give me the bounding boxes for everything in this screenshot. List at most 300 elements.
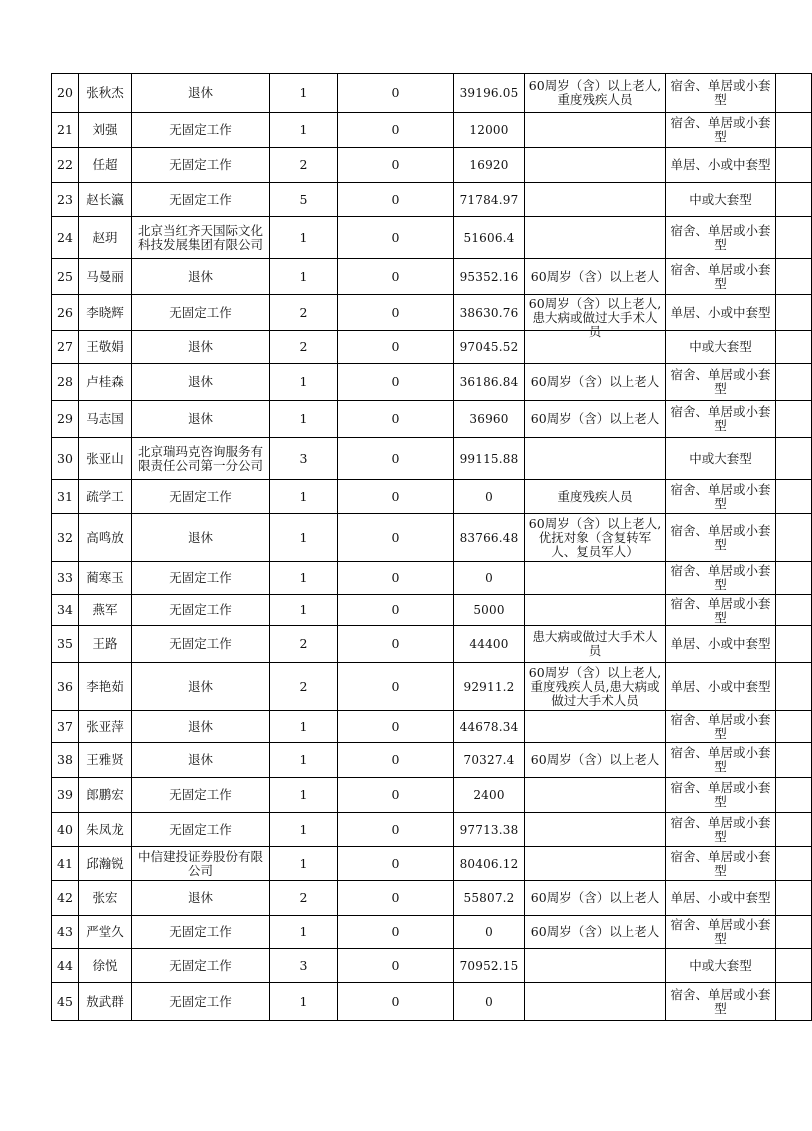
housing-type bbox=[666, 480, 776, 514]
note-cell bbox=[776, 295, 812, 331]
work-unit bbox=[132, 711, 270, 743]
household-size: 1 bbox=[270, 113, 338, 148]
note-cell bbox=[776, 663, 812, 711]
zero-value: 0 bbox=[338, 663, 454, 711]
work-unit-text: 北京当红齐天国际文化科技发展集团有限公司 bbox=[137, 222, 263, 252]
housing-type bbox=[666, 743, 776, 778]
priority-category bbox=[525, 562, 666, 595]
household-income: 36960 bbox=[454, 401, 525, 438]
work-unit-text: 退休 bbox=[187, 85, 213, 100]
note-cell bbox=[776, 626, 812, 663]
priority-category bbox=[525, 401, 666, 438]
household-size: 2 bbox=[270, 331, 338, 364]
priority-category-text: 60周岁（含）以上老人 bbox=[530, 268, 660, 284]
zero-value: 0 bbox=[338, 331, 454, 364]
household-size: 2 bbox=[270, 295, 338, 331]
note-cell bbox=[776, 916, 812, 949]
row-number: 39 bbox=[52, 778, 79, 813]
household-income: 38630.76 bbox=[454, 295, 525, 331]
household-size: 1 bbox=[270, 743, 338, 778]
household-size: 3 bbox=[270, 438, 338, 480]
row-number: 30 bbox=[52, 438, 79, 480]
table-row bbox=[52, 711, 812, 743]
housing-type bbox=[666, 626, 776, 663]
zero-value: 0 bbox=[338, 148, 454, 183]
household-size: 3 bbox=[270, 949, 338, 983]
row-number: 35 bbox=[52, 626, 79, 663]
applicant-name: 张宏 bbox=[79, 881, 132, 916]
household-income: 95352.16 bbox=[454, 259, 525, 295]
table-row bbox=[52, 595, 812, 626]
table-row bbox=[52, 183, 812, 217]
row-number: 42 bbox=[52, 881, 79, 916]
row-number: 24 bbox=[52, 217, 79, 259]
table-row bbox=[52, 514, 812, 562]
work-unit-text: 无固定工作 bbox=[169, 821, 232, 837]
note-cell bbox=[776, 847, 812, 881]
applicant-name: 马志国 bbox=[79, 401, 132, 438]
zero-value: 0 bbox=[338, 949, 454, 983]
priority-category-text: 60周岁（含）以上老人 bbox=[530, 890, 660, 905]
work-unit bbox=[132, 562, 270, 595]
housing-type bbox=[666, 916, 776, 949]
household-income: 83766.48 bbox=[454, 514, 525, 562]
household-size: 1 bbox=[270, 595, 338, 626]
work-unit bbox=[132, 217, 270, 259]
table-row bbox=[52, 259, 812, 295]
work-unit-text: 无固定工作 bbox=[169, 993, 232, 1009]
table-row bbox=[52, 331, 812, 364]
row-number: 20 bbox=[52, 74, 79, 113]
household-income: 80406.12 bbox=[454, 847, 525, 881]
household-income: 0 bbox=[454, 916, 525, 949]
housing-type-text: 单居、小或中套型 bbox=[670, 678, 771, 694]
housing-type-text: 单居、小或中套型 bbox=[670, 157, 771, 172]
row-number: 40 bbox=[52, 813, 79, 847]
household-size: 1 bbox=[270, 74, 338, 113]
housing-type-text: 宿舍、单居或小套型 bbox=[670, 563, 771, 592]
housing-type-text: 宿舍、单居或小套型 bbox=[670, 481, 771, 511]
priority-category bbox=[525, 148, 666, 183]
work-unit-text: 北京瑞玛克咨询服务有限责任公司第一分公司 bbox=[137, 443, 263, 473]
priority-category bbox=[525, 847, 666, 881]
applicant-name: 敖武群 bbox=[79, 983, 132, 1021]
household-size: 1 bbox=[270, 983, 338, 1021]
work-unit bbox=[132, 949, 270, 983]
applicant-name: 郎鹏宏 bbox=[79, 778, 132, 813]
household-income: 12000 bbox=[454, 113, 525, 148]
zero-value: 0 bbox=[338, 113, 454, 148]
table-body bbox=[52, 74, 812, 1021]
housing-type-text: 宿舍、单居或小套型 bbox=[670, 78, 771, 107]
zero-value: 0 bbox=[338, 480, 454, 514]
note-cell bbox=[776, 711, 812, 743]
table-row bbox=[52, 480, 812, 514]
priority-category bbox=[525, 514, 666, 562]
household-size: 1 bbox=[270, 514, 338, 562]
row-number: 45 bbox=[52, 983, 79, 1021]
housing-type-text: 宿舍、单居或小套型 bbox=[670, 745, 771, 774]
work-unit-text: 无固定工作 bbox=[169, 570, 232, 585]
applicant-name: 王敬娟 bbox=[79, 331, 132, 364]
priority-category-text: 60周岁（含）以上老人,优抚对象（含复转军人、复员军人） bbox=[528, 515, 662, 559]
applicant-name: 卢桂森 bbox=[79, 364, 132, 401]
work-unit-text: 无固定工作 bbox=[169, 488, 232, 504]
housing-type bbox=[666, 183, 776, 217]
priority-category-text: 60周岁（含）以上老人,患大病或做过大手术人员 bbox=[528, 295, 662, 339]
housing-type bbox=[666, 113, 776, 148]
row-number: 28 bbox=[52, 364, 79, 401]
household-income: 0 bbox=[454, 983, 525, 1021]
work-unit bbox=[132, 595, 270, 626]
note-cell bbox=[776, 949, 812, 983]
applicant-name: 赵玥 bbox=[79, 217, 132, 259]
table-row bbox=[52, 778, 812, 813]
household-size: 1 bbox=[270, 778, 338, 813]
household-income: 36186.84 bbox=[454, 364, 525, 401]
row-number: 23 bbox=[52, 183, 79, 217]
priority-category-text: 重度残疾人员 bbox=[557, 488, 633, 504]
housing-type bbox=[666, 74, 776, 113]
household-income: 39196.05 bbox=[454, 74, 525, 113]
work-unit-text: 退休 bbox=[187, 374, 213, 389]
priority-category-text: 患大病或做过大手术人员 bbox=[532, 629, 658, 658]
housing-type-text: 中或大套型 bbox=[689, 957, 752, 973]
applicant-name: 张亚萍 bbox=[79, 711, 132, 743]
table-row bbox=[52, 401, 812, 438]
zero-value: 0 bbox=[338, 711, 454, 743]
table-row bbox=[52, 983, 812, 1021]
work-unit bbox=[132, 74, 270, 113]
work-unit bbox=[132, 778, 270, 813]
row-number: 36 bbox=[52, 663, 79, 711]
work-unit bbox=[132, 148, 270, 183]
housing-type-text: 宿舍、单居或小套型 bbox=[670, 115, 771, 144]
zero-value: 0 bbox=[338, 881, 454, 916]
row-number: 29 bbox=[52, 401, 79, 438]
priority-category bbox=[525, 813, 666, 847]
priority-category bbox=[525, 983, 666, 1021]
note-cell bbox=[776, 514, 812, 562]
household-income: 44400 bbox=[454, 626, 525, 663]
note-cell bbox=[776, 983, 812, 1021]
housing-type bbox=[666, 949, 776, 983]
zero-value: 0 bbox=[338, 743, 454, 778]
work-unit bbox=[132, 983, 270, 1021]
housing-type-text: 中或大套型 bbox=[689, 450, 752, 466]
zero-value: 0 bbox=[338, 916, 454, 949]
work-unit-text: 退休 bbox=[187, 268, 213, 284]
zero-value: 0 bbox=[338, 847, 454, 881]
housing-type-text: 宿舍、单居或小套型 bbox=[670, 986, 771, 1016]
housing-type-text: 宿舍、单居或小套型 bbox=[670, 261, 771, 291]
work-unit bbox=[132, 626, 270, 663]
housing-type bbox=[666, 711, 776, 743]
table-row bbox=[52, 743, 812, 778]
work-unit-text: 无固定工作 bbox=[169, 157, 232, 172]
note-cell bbox=[776, 595, 812, 626]
work-unit bbox=[132, 295, 270, 331]
priority-category bbox=[525, 217, 666, 259]
priority-category-text: 60周岁（含）以上老人 bbox=[530, 924, 660, 939]
priority-category-text: 60周岁（含）以上老人 bbox=[530, 411, 660, 426]
household-income: 51606.4 bbox=[454, 217, 525, 259]
work-unit bbox=[132, 743, 270, 778]
household-size: 1 bbox=[270, 813, 338, 847]
row-number: 32 bbox=[52, 514, 79, 562]
applicant-name: 张秋杰 bbox=[79, 74, 132, 113]
work-unit-text: 退休 bbox=[187, 529, 213, 545]
row-number: 34 bbox=[52, 595, 79, 626]
applicant-name: 张亚山 bbox=[79, 438, 132, 480]
applicant-name: 疏学工 bbox=[79, 480, 132, 514]
priority-category bbox=[525, 364, 666, 401]
note-cell bbox=[776, 743, 812, 778]
housing-type-text: 单居、小或中套型 bbox=[670, 890, 771, 905]
work-unit-text: 退休 bbox=[187, 339, 213, 354]
note-cell bbox=[776, 813, 812, 847]
table-row bbox=[52, 663, 812, 711]
note-cell bbox=[776, 217, 812, 259]
housing-type-text: 单居、小或中套型 bbox=[670, 636, 771, 651]
household-size: 1 bbox=[270, 711, 338, 743]
household-size: 1 bbox=[270, 217, 338, 259]
household-income: 99115.88 bbox=[454, 438, 525, 480]
work-unit-text: 无固定工作 bbox=[169, 787, 232, 802]
household-income: 97045.52 bbox=[454, 331, 525, 364]
household-income: 55807.2 bbox=[454, 881, 525, 916]
work-unit bbox=[132, 663, 270, 711]
housing-type-text: 宿舍、单居或小套型 bbox=[670, 848, 771, 878]
household-income: 0 bbox=[454, 562, 525, 595]
table-row bbox=[52, 949, 812, 983]
zero-value: 0 bbox=[338, 595, 454, 626]
work-unit-text: 无固定工作 bbox=[169, 191, 232, 207]
zero-value: 0 bbox=[338, 183, 454, 217]
housing-type-text: 宿舍、单居或小套型 bbox=[670, 222, 771, 252]
zero-value: 0 bbox=[338, 295, 454, 331]
table-row bbox=[52, 881, 812, 916]
note-cell bbox=[776, 401, 812, 438]
zero-value: 0 bbox=[338, 562, 454, 595]
row-number: 43 bbox=[52, 916, 79, 949]
priority-category-text: 60周岁（含）以上老人 bbox=[530, 374, 660, 389]
household-income: 16920 bbox=[454, 148, 525, 183]
applicant-name: 邱瀚锐 bbox=[79, 847, 132, 881]
priority-category bbox=[525, 778, 666, 813]
household-size: 1 bbox=[270, 916, 338, 949]
zero-value: 0 bbox=[338, 983, 454, 1021]
household-size: 1 bbox=[270, 562, 338, 595]
priority-category bbox=[525, 74, 666, 113]
household-size: 5 bbox=[270, 183, 338, 217]
priority-category bbox=[525, 743, 666, 778]
work-unit-text: 无固定工作 bbox=[169, 924, 232, 939]
zero-value: 0 bbox=[338, 259, 454, 295]
housing-type bbox=[666, 881, 776, 916]
household-income: 2400 bbox=[454, 778, 525, 813]
work-unit-text: 退休 bbox=[187, 752, 213, 767]
applicant-name: 马曼丽 bbox=[79, 259, 132, 295]
table-row bbox=[52, 113, 812, 148]
priority-category bbox=[525, 480, 666, 514]
household-size: 1 bbox=[270, 847, 338, 881]
row-number: 41 bbox=[52, 847, 79, 881]
table-row bbox=[52, 916, 812, 949]
zero-value: 0 bbox=[338, 74, 454, 113]
applicant-name: 蔺寒玉 bbox=[79, 562, 132, 595]
household-income: 97713.38 bbox=[454, 813, 525, 847]
work-unit bbox=[132, 183, 270, 217]
row-number: 31 bbox=[52, 480, 79, 514]
applicant-name: 任超 bbox=[79, 148, 132, 183]
applicant-name: 赵长瀛 bbox=[79, 183, 132, 217]
work-unit-text: 无固定工作 bbox=[169, 957, 232, 973]
housing-type-text: 宿舍、单居或小套型 bbox=[670, 814, 771, 844]
note-cell bbox=[776, 778, 812, 813]
priority-category bbox=[525, 881, 666, 916]
work-unit bbox=[132, 480, 270, 514]
applicant-name: 徐悦 bbox=[79, 949, 132, 983]
note-cell bbox=[776, 881, 812, 916]
row-number: 38 bbox=[52, 743, 79, 778]
zero-value: 0 bbox=[338, 514, 454, 562]
work-unit-text: 无固定工作 bbox=[169, 304, 232, 320]
row-number: 21 bbox=[52, 113, 79, 148]
priority-category bbox=[525, 949, 666, 983]
note-cell bbox=[776, 480, 812, 514]
housing-type bbox=[666, 331, 776, 364]
applicant-name: 严堂久 bbox=[79, 916, 132, 949]
table-row bbox=[52, 364, 812, 401]
zero-value: 0 bbox=[338, 217, 454, 259]
work-unit-text: 无固定工作 bbox=[169, 636, 232, 651]
work-unit-text: 退休 bbox=[187, 890, 213, 905]
table-row bbox=[52, 74, 812, 113]
housing-type bbox=[666, 778, 776, 813]
work-unit bbox=[132, 514, 270, 562]
note-cell bbox=[776, 183, 812, 217]
priority-category bbox=[525, 113, 666, 148]
household-size: 1 bbox=[270, 364, 338, 401]
table-row bbox=[52, 438, 812, 480]
housing-type-text: 宿舍、单居或小套型 bbox=[670, 595, 771, 625]
row-number: 37 bbox=[52, 711, 79, 743]
work-unit bbox=[132, 401, 270, 438]
housing-type-text: 中或大套型 bbox=[689, 339, 752, 354]
work-unit bbox=[132, 813, 270, 847]
housing-type bbox=[666, 259, 776, 295]
row-number: 22 bbox=[52, 148, 79, 183]
work-unit-text: 退休 bbox=[187, 411, 213, 426]
priority-category bbox=[525, 916, 666, 949]
housing-type bbox=[666, 562, 776, 595]
note-cell bbox=[776, 562, 812, 595]
priority-category bbox=[525, 438, 666, 480]
table-row bbox=[52, 148, 812, 183]
household-income: 71784.97 bbox=[454, 183, 525, 217]
housing-type-text: 宿舍、单居或小套型 bbox=[670, 367, 771, 396]
table-row bbox=[52, 217, 812, 259]
priority-category-text: 60周岁（含）以上老人 bbox=[530, 752, 660, 767]
work-unit bbox=[132, 881, 270, 916]
note-cell bbox=[776, 259, 812, 295]
household-size: 2 bbox=[270, 148, 338, 183]
table-row bbox=[52, 847, 812, 881]
zero-value: 0 bbox=[338, 438, 454, 480]
housing-type bbox=[666, 983, 776, 1021]
household-income: 44678.34 bbox=[454, 711, 525, 743]
housing-type bbox=[666, 401, 776, 438]
row-number: 25 bbox=[52, 259, 79, 295]
applicant-name: 刘强 bbox=[79, 113, 132, 148]
row-number: 33 bbox=[52, 562, 79, 595]
applicant-name: 王路 bbox=[79, 626, 132, 663]
housing-type bbox=[666, 148, 776, 183]
table-row bbox=[52, 626, 812, 663]
work-unit bbox=[132, 259, 270, 295]
housing-type bbox=[666, 813, 776, 847]
work-unit bbox=[132, 113, 270, 148]
applicant-name: 燕军 bbox=[79, 595, 132, 626]
household-income: 70327.4 bbox=[454, 743, 525, 778]
housing-type-text: 宿舍、单居或小套型 bbox=[670, 711, 771, 741]
work-unit-text: 退休 bbox=[187, 678, 213, 694]
applicant-name: 朱凤龙 bbox=[79, 813, 132, 847]
work-unit bbox=[132, 364, 270, 401]
household-size: 1 bbox=[270, 259, 338, 295]
work-unit-text: 退休 bbox=[187, 718, 213, 734]
household-size: 1 bbox=[270, 401, 338, 438]
zero-value: 0 bbox=[338, 401, 454, 438]
housing-type bbox=[666, 663, 776, 711]
household-income: 92911.2 bbox=[454, 663, 525, 711]
applicant-name: 高鸣放 bbox=[79, 514, 132, 562]
household-size: 2 bbox=[270, 881, 338, 916]
housing-type-text: 宿舍、单居或小套型 bbox=[670, 917, 771, 946]
household-size: 2 bbox=[270, 663, 338, 711]
note-cell bbox=[776, 74, 812, 113]
housing-type-text: 宿舍、单居或小套型 bbox=[670, 522, 771, 552]
zero-value: 0 bbox=[338, 813, 454, 847]
row-number: 26 bbox=[52, 295, 79, 331]
table-row bbox=[52, 813, 812, 847]
priority-category bbox=[525, 295, 666, 339]
work-unit bbox=[132, 916, 270, 949]
zero-value: 0 bbox=[338, 778, 454, 813]
note-cell bbox=[776, 364, 812, 401]
work-unit-text: 中信建投证券股份有限公司 bbox=[137, 848, 263, 878]
housing-type-text: 中或大套型 bbox=[689, 191, 752, 207]
note-cell bbox=[776, 331, 812, 364]
priority-category-text: 60周岁（含）以上老人,重度残疾人员 bbox=[528, 78, 662, 107]
housing-type bbox=[666, 438, 776, 480]
housing-type-text: 宿舍、单居或小套型 bbox=[670, 404, 771, 433]
zero-value: 0 bbox=[338, 364, 454, 401]
priority-category bbox=[525, 183, 666, 217]
applicant-name: 李艳茹 bbox=[79, 663, 132, 711]
housing-type bbox=[666, 514, 776, 562]
work-unit bbox=[132, 847, 270, 881]
work-unit bbox=[132, 331, 270, 364]
housing-type bbox=[666, 364, 776, 401]
housing-type bbox=[666, 217, 776, 259]
household-income: 0 bbox=[454, 480, 525, 514]
household-size: 1 bbox=[270, 480, 338, 514]
household-size: 2 bbox=[270, 626, 338, 663]
table-row bbox=[52, 562, 812, 595]
housing-type bbox=[666, 595, 776, 626]
